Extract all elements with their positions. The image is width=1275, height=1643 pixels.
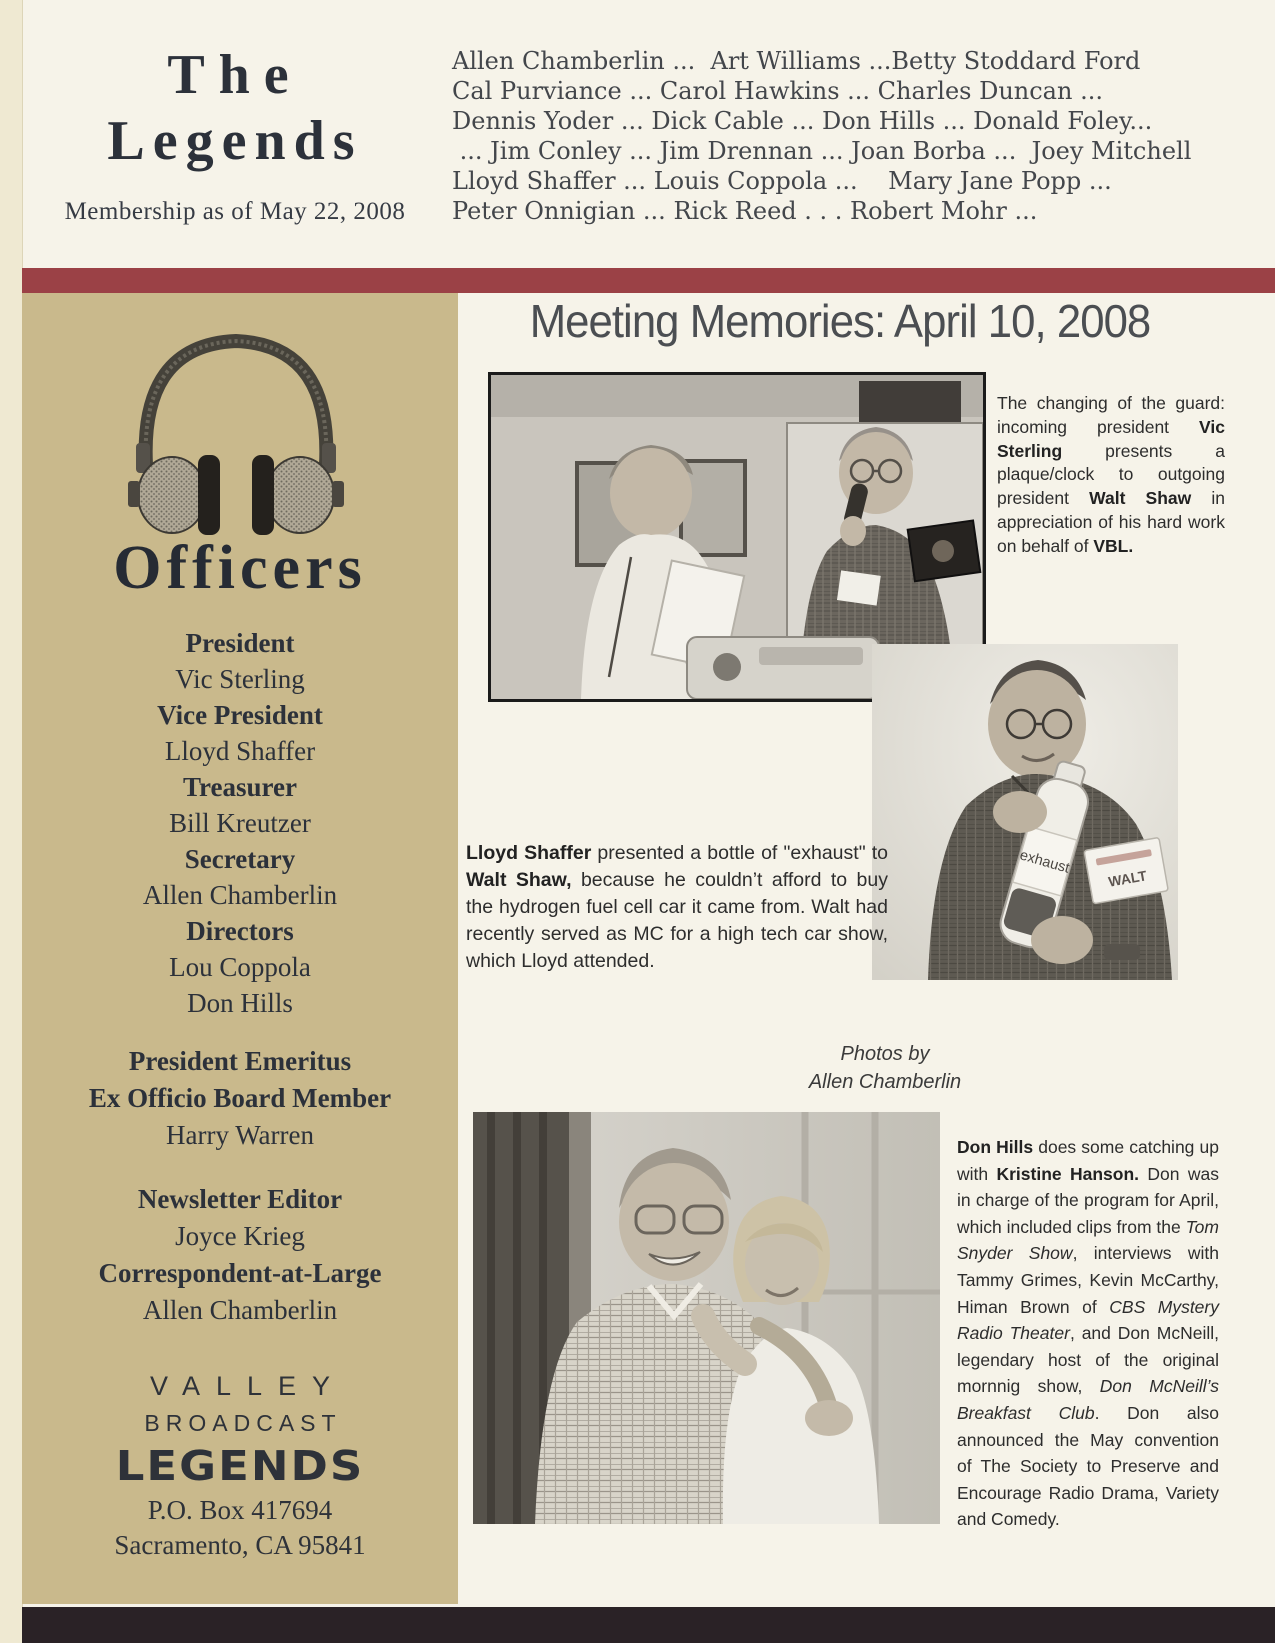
correspondent-role: Correspondent-at-Large (98, 1258, 382, 1288)
emeritus-name: Harry Warren (166, 1120, 314, 1150)
caption-segment: in appreciation of his hard work on behalf of (997, 488, 1225, 556)
bottle-label-text: exhaust (1017, 847, 1072, 877)
director-name: Don Hills (187, 988, 293, 1018)
caption-segment-bold: Don Hills (957, 1137, 1034, 1157)
logo-valley: VALLEY (149, 1371, 347, 1401)
photo-walt-art (872, 644, 1178, 980)
caption-segment-bold: Vic Sterling (997, 416, 1225, 461)
caption-segment-bold: Kristine Hanson. (996, 1163, 1140, 1184)
divider-band (22, 268, 1275, 293)
editor-name: Joyce Krieg (175, 1221, 305, 1251)
headphones-icon (110, 315, 362, 547)
membership-line: Lloyd Shaffer ... Louis Coppola ... Mary Jane Popp ... (452, 167, 1112, 195)
directors-label: Directors (186, 916, 294, 946)
membership-line: Allen Chamberlin ... Art Williams ...Betty Stoddard Ford (452, 47, 1141, 75)
caption-segment-italic: Tom Snyder Show (957, 1216, 1219, 1264)
logo-legends: LEGENDS (115, 1441, 365, 1490)
caption-segment-bold: VBL. (1093, 535, 1134, 556)
caption-segment: , and Don McNeill, legendary host of the original mornnig show, (957, 1323, 1219, 1397)
page-edge-strip (0, 0, 23, 1643)
logo-address-line1: P.O. Box 417694 (147, 1495, 333, 1525)
officers-sidebar (22, 293, 458, 1604)
footer-band (22, 1607, 1275, 1643)
photo-don-kristine-art (473, 1112, 940, 1524)
officer-name: Bill Kreutzer (169, 808, 311, 838)
newsletter-title-line1: The (167, 44, 303, 106)
officer-role: Vice President (157, 700, 323, 730)
president-emeritus-block (22, 1043, 458, 1154)
photo-credit (760, 1040, 1010, 1096)
caption-segment-italic: Don McNeill’s Breakfast Club (957, 1376, 1219, 1423)
photo-walt-exhaust (872, 644, 1178, 980)
membership-line: Peter Onnigian ... Rick Reed . . . Robert Mohr ... (452, 197, 1038, 225)
caption-segment: presents a plaque/clock to outgoing president (997, 440, 1225, 509)
photo-credit-line1: Photos by (840, 1043, 930, 1065)
editor-block (22, 1181, 458, 1329)
caption-segment-italic: CBS Mystery Radio Theater (957, 1296, 1219, 1344)
emeritus-role-line1: President Emeritus (128, 1046, 352, 1076)
newsletter-title-line2: Legends (107, 110, 363, 172)
officer-name: Allen Chamberlin (142, 880, 338, 910)
caption-segment: does some catching up with (957, 1137, 1219, 1184)
officer-name: Vic Sterling (175, 664, 305, 694)
director-name: Lou Coppola (169, 952, 311, 982)
caption-segment-bold: Lloyd Shaffer (466, 842, 592, 864)
logo-broadcast: BROADCAST (144, 1410, 342, 1436)
officer-role: Secretary (184, 844, 296, 874)
caption-segment: presented a bottle of "exhaust" to (591, 842, 888, 864)
caption-don-hills (957, 1134, 1219, 1533)
caption-segment: Don was in charge of the program for April, which included clips from the (957, 1163, 1219, 1237)
officer-role: President (185, 628, 295, 658)
caption-segment: , interviews with Tammy Grimes, Kevin McCarthy, Himan Brown of (957, 1243, 1219, 1317)
caption-segment: because he couldn’t afford to buy the hydrogen fuel cell car it came from. Walt had recently served as MC for a high tech car show, which Lloyd attended. (466, 869, 888, 972)
membership-date-subtitle: Membership as of May 22, 2008 (64, 198, 406, 225)
officers-heading: Officers (113, 534, 367, 602)
caption-exhaust (466, 840, 888, 975)
masthead (55, 42, 415, 226)
emeritus-role-line2: Ex Officio Board Member (88, 1083, 392, 1113)
officer-role: Treasurer (183, 772, 297, 802)
membership-line: ... Jim Conley ... Jim Drennan ... Joan Borba ... Joey Mitchell (452, 137, 1192, 165)
correspondent-name: Allen Chamberlin (142, 1295, 338, 1325)
membership-line: Cal Purviance ... Carol Hawkins ... Charles Duncan ... (452, 77, 1103, 105)
section-headline: Meeting Memories: April 10, 2008 (529, 295, 1151, 347)
vbl-logo (22, 1371, 458, 1562)
name-tag-text: WALT (1107, 867, 1148, 890)
membership-list (452, 46, 1192, 226)
caption-segment: . Don also announced the May convention of The Society to Preserve and Encourage Radio Drama, Variety and Comedy. (957, 1402, 1220, 1530)
membership-line: Dennis Yoder ... Dick Cable ... Don Hills ... Donald Foley... (452, 107, 1153, 135)
caption-segment-bold: Walt Shaw (1089, 488, 1192, 509)
logo-address-line2: Sacramento, CA 95841 (114, 1530, 366, 1560)
editor-role: Newsletter Editor (137, 1184, 343, 1214)
caption-segment: The changing of the guard: incoming president (997, 393, 1225, 437)
caption-changing-guard (997, 392, 1225, 559)
photo-don-kristine (473, 1112, 940, 1524)
caption-segment-bold: Walt Shaw, (466, 869, 572, 891)
photo-credit-line2: Allen Chamberlin (808, 1071, 962, 1093)
officer-name: Lloyd Shaffer (164, 736, 316, 766)
officers-list (22, 625, 458, 1021)
